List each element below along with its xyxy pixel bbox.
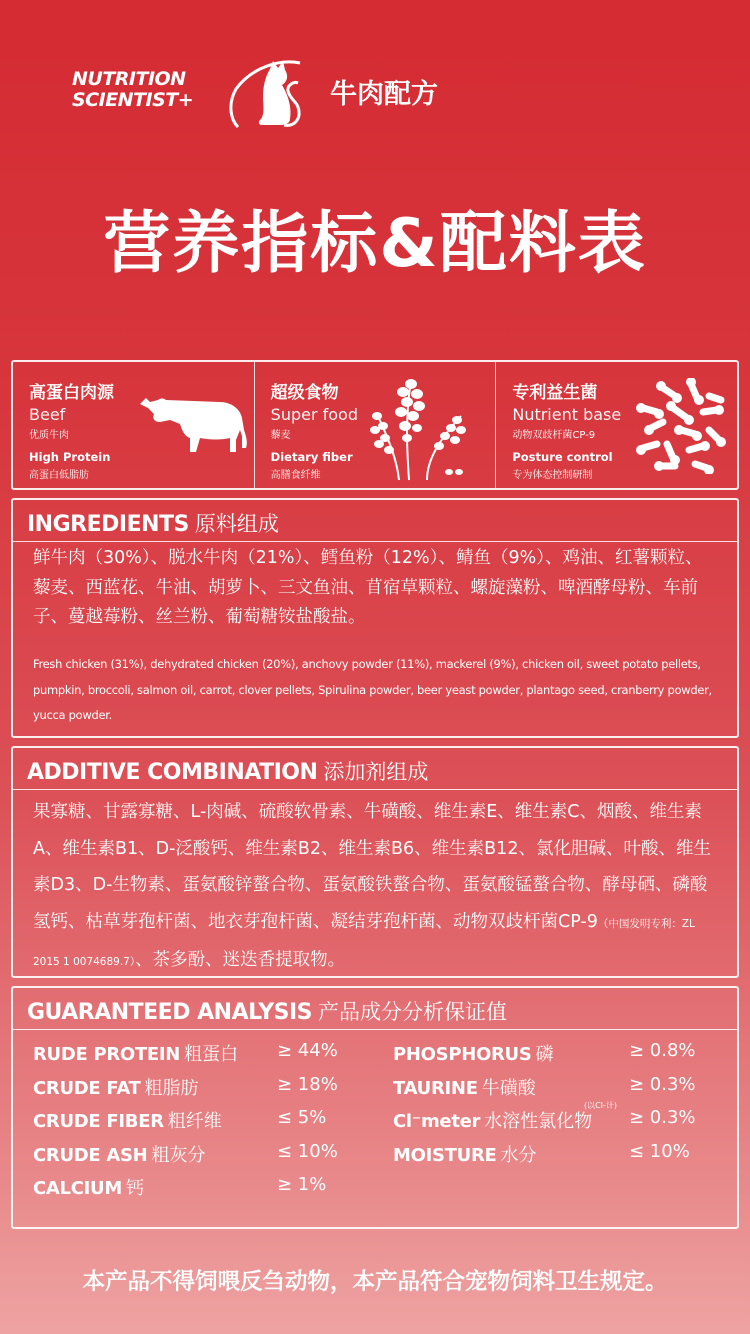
nutrient-name: RUDE PROTEIN — [33, 1044, 181, 1065]
analysis-row-calcium — [33, 1174, 353, 1208]
additive-panel — [11, 746, 739, 978]
nutrient-name: TAURINE — [393, 1077, 478, 1099]
nutrient-cn: 水分 — [500, 1144, 537, 1166]
analysis-right-column — [393, 1040, 723, 1174]
additive-text-tail: 、茶多酚、迷迭香提取物。 — [135, 950, 346, 970]
analysis-left-column — [33, 1040, 353, 1208]
cow-icon — [136, 390, 248, 462]
brand-line-2: SCIENTIST+ — [72, 89, 194, 111]
nutrient-cn: 粗灰分 — [151, 1144, 206, 1166]
patent-note: （中国发明专利：ZL 2015 1 0074689.7） — [33, 917, 695, 968]
feature-probiotic — [496, 362, 737, 488]
nutrient-cn: 粗纤维 — [167, 1111, 222, 1132]
feature-title: 高蛋白肉源 — [29, 383, 114, 403]
ingredients-heading — [13, 500, 737, 542]
feature-sub-cn: 专为体态控制研制 — [512, 470, 593, 481]
nutrient-value: ≤ 5% — [277, 1107, 327, 1128]
analysis-row-fat — [33, 1074, 353, 1108]
heading-en: INGREDIENTS — [27, 512, 189, 537]
nutrient-value: ≥ 0.3% — [629, 1107, 696, 1128]
nutrient-value: ≥ 1% — [277, 1174, 327, 1195]
quinoa-icon — [369, 370, 479, 482]
product-type: 牛肉配方 — [330, 79, 438, 110]
nutrient-value: ≥ 0.3% — [629, 1073, 696, 1095]
feature-beef — [13, 362, 255, 488]
nutrient-name: CRUDE FIBER — [33, 1111, 164, 1132]
probiotic-icon — [633, 378, 729, 474]
nutrient-cn: 钙 — [125, 1178, 144, 1199]
cat-logo-icon — [222, 55, 312, 135]
ingredients-panel — [11, 498, 739, 738]
brand-line-1: NUTRITION — [72, 68, 186, 90]
analysis-panel — [11, 986, 739, 1229]
nutrient-value: ≥ 18% — [277, 1073, 338, 1095]
nutrient-cn: 粗蛋白 — [184, 1044, 239, 1065]
analysis-row-phosphorus — [393, 1040, 723, 1074]
chloride-note: (以Cl-计) — [584, 1101, 617, 1110]
feature-title: 专利益生菌 — [512, 383, 598, 403]
feature-panel — [11, 360, 739, 490]
analysis-row-taurine — [393, 1074, 723, 1108]
brand-header — [72, 55, 692, 135]
page-title: 营养指标&配料表 — [103, 204, 647, 282]
feature-sub-en: High Protein — [29, 450, 111, 464]
feature-en: Nutrient base — [512, 405, 622, 424]
analysis-heading — [13, 988, 737, 1030]
heading-cn: 添加剂组成 — [323, 760, 429, 784]
nutrient-name: CRUDE ASH — [33, 1144, 148, 1166]
feature-sub-cn: 高膳食纤维 — [270, 470, 321, 481]
additive-text-main: 果寡糖、甘露寡糖、L-肉碱、硫酸软骨素、牛磺酸、维生素E、维生素C、烟酸、维生素A、维生素B1、D-泛酸钙、维生素B2、维生素B6、维生素B12、氯化胆碱、叶酸、维生素D3、D-生物素、蛋氨酸锌螯合物、蛋氨酸铁螯合物、蛋氨酸锰螯合物、酵母硒、磷酸氢钙、枯草芽孢杆菌、地衣芽孢杆菌、凝结芽孢杆菌、动物双歧杆菌CP-9 — [33, 802, 711, 932]
feature-sub-cn: 高蛋白低脂肪 — [29, 470, 89, 481]
heading-cn: 原料组成 — [194, 512, 279, 536]
nutrient-cn: 水溶性氯化物 — [484, 1111, 593, 1132]
feature-sub-en: Posture control — [512, 450, 613, 464]
analysis-row-ash — [33, 1141, 353, 1175]
feature-superfood — [255, 362, 497, 488]
ingredients-text-cn: 鲜牛肉（30%）、脱水牛肉（21%）、鳕鱼粉（12%）、鲭鱼（9%）、鸡油、红薯颗粒、藜麦、西蓝花、牛油、胡萝卜、三文鱼油、苜宿草颗粒、螺旋藻粉、啤酒酵母粉、车前子、蔓越莓粉、丝兰粉、葡萄糖铵盐酸盐。 — [33, 548, 703, 627]
nutrient-value: ≤ 10% — [629, 1140, 690, 1162]
heading-en: ADDITIVE COMBINATION — [27, 760, 318, 785]
feature-en: Super food — [270, 405, 358, 424]
analysis-row-moisture — [393, 1141, 723, 1175]
nutrient-name: PHOSPHORUS — [393, 1044, 532, 1065]
feature-cn: 优质牛肉 — [29, 430, 69, 441]
heading-cn: 产品成分分析保证值 — [318, 1000, 507, 1024]
analysis-row-fiber — [33, 1107, 353, 1141]
nutrient-value: ≥ 0.8% — [629, 1040, 696, 1061]
feature-cn: 动物双歧杆菌CP-9 — [512, 430, 596, 441]
nutrient-name: CRUDE FAT — [33, 1077, 141, 1099]
nutrient-value: ≤ 10% — [277, 1140, 338, 1162]
feature-cn: 藜麦 — [270, 430, 291, 441]
nutrient-cn: 磷 — [535, 1044, 554, 1065]
nutrient-value: ≥ 44% — [277, 1040, 338, 1061]
analysis-row-protein — [33, 1040, 353, 1074]
additive-heading — [13, 748, 737, 790]
ingredients-text-en: Fresh chicken (31%), dehydrated chicken (20%), anchovy powder (11%), mackerel (9%), chicken oil, sweet potato pellets, pumpkin, broccoli, salmon oil, carrot, clover pellets, Spirulina powder, beer yeast powder, plantago seed, cranberry powder, yucca powder. — [33, 657, 712, 722]
feature-sub-en: Dietary fiber — [270, 450, 353, 464]
feature-title: 超级食物 — [270, 383, 339, 403]
nutrient-name: MOISTURE — [393, 1144, 497, 1166]
feature-en: Beef — [29, 405, 66, 424]
additive-text — [33, 794, 723, 981]
heading-en: GUARANTEED ANALYSIS — [27, 1000, 312, 1025]
nutrient-cn: 粗脂肪 — [144, 1077, 199, 1099]
footer-notice: 本产品不得饲喂反刍动物，本产品符合宠物饲料卫生规定。 — [82, 1269, 668, 1295]
brand-logo-text — [72, 69, 193, 111]
nutrient-cn: 牛磺酸 — [481, 1077, 536, 1099]
nutrient-name: CALCIUM — [33, 1178, 122, 1199]
analysis-row-chloride — [393, 1101, 723, 1141]
nutrient-name: Cl⁻meter — [393, 1111, 481, 1132]
